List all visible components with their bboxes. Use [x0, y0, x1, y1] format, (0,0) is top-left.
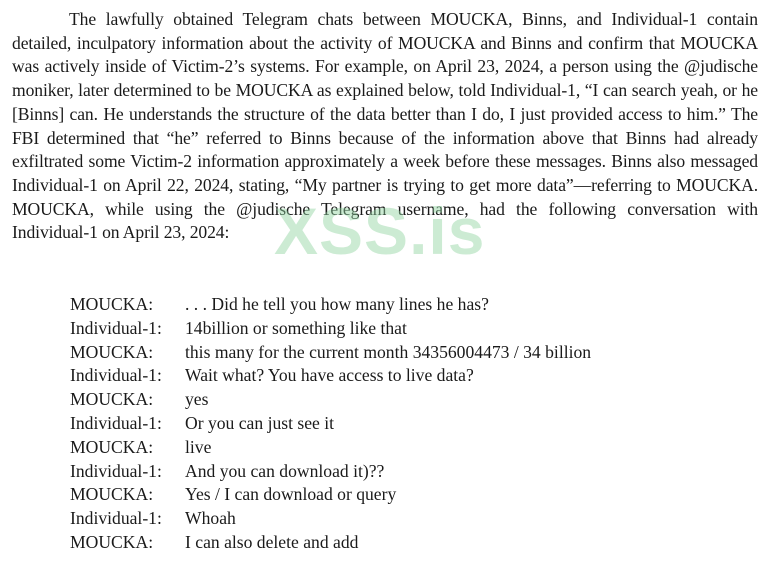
- chat-line: [70, 436, 591, 460]
- chat-speaker: Individual-1:: [70, 460, 162, 481]
- chat-speaker: MOUCKA:: [70, 484, 154, 505]
- chat-message: this many for the current month 34356004473 / 34 billion: [185, 341, 592, 362]
- chat-message: live: [185, 436, 212, 457]
- chat-message: Wait what? You have access to live data?: [185, 365, 474, 386]
- chat-line: [70, 293, 591, 317]
- chat-message: Whoah: [185, 508, 236, 529]
- watermark: XSS.is: [274, 194, 486, 268]
- chat-line: [70, 388, 591, 412]
- chat-line: [70, 531, 591, 555]
- chat-speaker: MOUCKA:: [70, 531, 154, 552]
- chat-line: [70, 460, 591, 484]
- chat-message: yes: [185, 389, 209, 410]
- chat-speaker: Individual-1:: [70, 412, 162, 433]
- chat-line: [70, 412, 591, 436]
- chat-line: [70, 341, 591, 365]
- chat-speaker: MOUCKA:: [70, 341, 154, 362]
- chat-speaker: Individual-1:: [70, 365, 162, 386]
- chat-line: [70, 483, 591, 507]
- chat-speaker: Individual-1:: [70, 317, 162, 338]
- chat-message: Or you can just see it: [185, 412, 335, 433]
- chat-speaker: MOUCKA:: [70, 294, 154, 314]
- chat-line: [70, 364, 591, 388]
- document-page: [12, 8, 758, 245]
- chat-message: . . . Did he tell you how many lines he has?: [185, 294, 489, 314]
- chat-message: I can also delete and add: [185, 531, 359, 552]
- chat-message: And you can download it)??: [185, 460, 385, 481]
- chat-speaker: MOUCKA:: [70, 389, 154, 410]
- chat-line: [70, 507, 591, 531]
- chat-speaker: Individual-1:: [70, 508, 162, 529]
- chat-transcript: [70, 293, 591, 555]
- chat-line: [70, 317, 591, 341]
- chat-message: 14billion or something like that: [185, 317, 407, 338]
- chat-speaker: MOUCKA:: [70, 436, 154, 457]
- body-paragraph: The lawfully obtained Telegram chats between MOUCKA, Binns, and Individual-1 contain detailed, inculpatory information about the activity of MOUCKA and Binns and confirm that MOUCKA was actively inside of Victim-2’s systems. For example, on April 23, 2024, a person using the @judische moniker, later determined to be MOUCKA as explained below, told Individual-1, “I can search yeah, or he [Binns] can. He understands the structure of the data better than I do, I just provided access to him.” The FBI determined that “he” referred to Binns because of the information above that Binns had already exfiltrated some Victim-2 information approximately a week before these messages. Binns also messaged Individual-1 on April 22, 2024, stating, “My partner is trying to get more data”—referring to MOUCKA. MOUCKA, while using the @judische Telegram username, had the following conversation with Individual-1 on April 23, 2024:: [12, 9, 758, 243]
- chat-message: Yes / I can download or query: [185, 484, 397, 505]
